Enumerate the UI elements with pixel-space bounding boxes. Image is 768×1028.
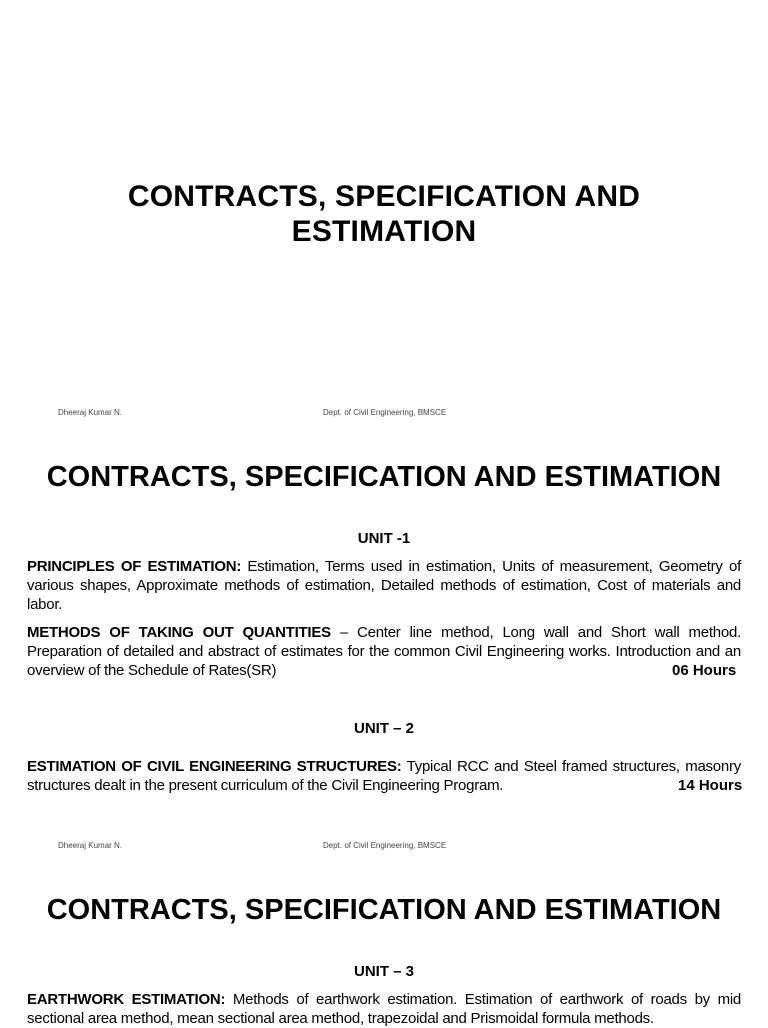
slide-title: CONTRACTS, SPECIFICATION AND ESTIMATION (46, 461, 722, 493)
paragraph-text: Estimation, Terms used in estimation, Units of measurement, Geometry of various shapes, Approximate methods of estimation, Detailed methods of estimation, Cost of materials and labor. (27, 558, 741, 613)
presentation-title: CONTRACTS, SPECIFICATION AND ESTIMATION (127, 180, 641, 248)
unit-heading: UNIT – 2 (353, 720, 414, 737)
paragraph-text: Typical RCC and Steel framed structures, masonry structures dealt in the present curriculum of the Civil Engineering Program. (27, 758, 741, 794)
paragraph-label: METHODS OF TAKING OUT QUANTITIES (27, 624, 331, 641)
slide-syllabus-unit-3 (0, 866, 768, 1027)
unit1-hours: 06 Hours (672, 662, 737, 679)
unit2-hours: 14 Hours (678, 777, 743, 794)
slide-syllabus-units-1-2 (0, 433, 768, 866)
footer-author: Dheeraj Kumar N. (58, 408, 123, 417)
footer-department: Dept. of Civil Engineering, BMSCE (323, 408, 447, 417)
unit-heading: UNIT – 3 (353, 963, 414, 980)
unit-heading: UNIT -1 (357, 530, 411, 547)
slide-title-page (0, 0, 768, 433)
unit1-paragraph-principles (27, 557, 741, 614)
unit1-paragraph-methods (27, 623, 741, 680)
footer-department: Dept. of Civil Engineering, BMSCE (323, 841, 447, 850)
unit2-paragraph-structures (27, 757, 741, 795)
paragraph-label: ESTIMATION OF CIVIL ENGINEERING STRUCTURES: (27, 758, 402, 775)
slide-title: CONTRACTS, SPECIFICATION AND ESTIMATION (46, 894, 722, 926)
paragraph-label: EARTHWORK ESTIMATION: (27, 991, 226, 1008)
paragraph-label: PRINCIPLES OF ESTIMATION: (27, 558, 242, 575)
footer-author: Dheeraj Kumar N. (58, 841, 123, 850)
paragraph-text: – Center line method, Long wall and Short wall method. Preparation of detailed and abstract of estimates for the common Civil Engineering works. Introduction and an overview of the Schedule of Rates(SR) (27, 624, 741, 679)
unit3-paragraph-earthwork (27, 990, 741, 1028)
paragraph-text: Methods of earthwork estimation. Estimation of earthwork of roads by mid sectional area method, mean sectional area method, trapezoidal and Prismoidal formula methods. (27, 991, 742, 1027)
